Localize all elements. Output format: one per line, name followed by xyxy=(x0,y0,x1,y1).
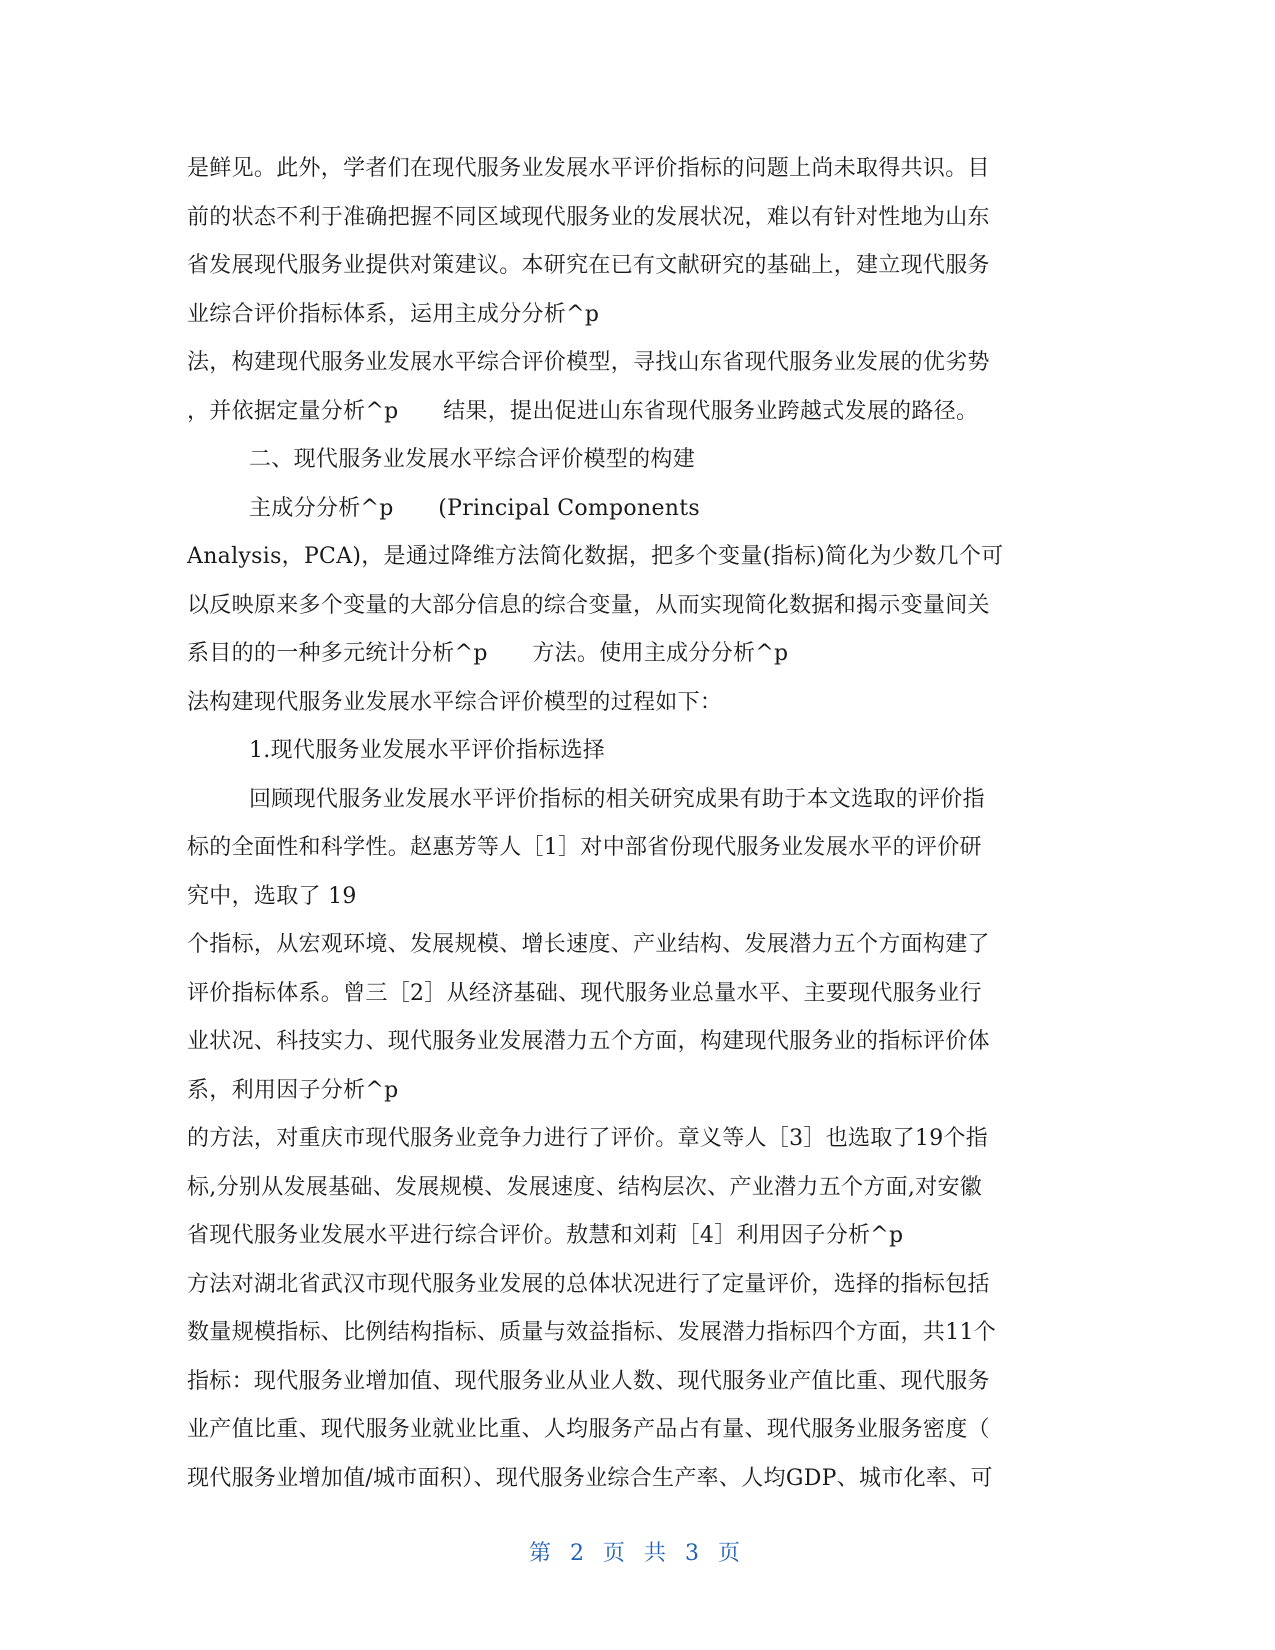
text-line: Analysis，PCA)，是通过降维方法简化数据，把多个变量(指标)简化为少数几个可 xyxy=(187,544,1004,569)
text-line: 标的全面性和科学性。赵惠芳等人［1］对中部省份现代服务业发展水平的评价研 xyxy=(187,835,982,860)
text-line: 回顾现代服务业发展水平评价指标的相关研究成果有助于本文选取的评价指 xyxy=(249,786,985,812)
text-line: 现代服务业增加值/城市面积）、现代服务业综合生产率、人均GDP、城市化率、可 xyxy=(187,1465,993,1491)
text-line: 究中，选取了 19 xyxy=(187,883,357,909)
section-heading: 二、现代服务业发展水平综合评价模型的构建 xyxy=(249,447,696,472)
text-line: ，并依据定量分析^p 结果，提出促进山东省现代服务业跨越式发展的路径。 xyxy=(187,398,979,424)
text-line: 省发展现代服务业提供对策建议。本研究在已有文献研究的基础上，建立现代服务 xyxy=(187,253,990,278)
page-number-footer: 第 2 页 共 3 页 xyxy=(529,1541,746,1566)
text-line: 评价指标体系。曾三［2］从经济基础、现代服务业总量水平、主要现代服务业行 xyxy=(187,980,982,1006)
text-line: 指标：现代服务业增加值、现代服务业从业人数、现代服务业产值比重、现代服务 xyxy=(187,1368,990,1394)
text-line: 的方法，对重庆市现代服务业竞争力进行了评价。章义等人［3］也选取了19个指 xyxy=(187,1126,989,1151)
text-line: 标,分别从发展基础、发展规模、发展速度、结构层次、产业潜力五个方面,对安徽 xyxy=(187,1174,983,1200)
text-line: 主成分分析^p (Principal Components xyxy=(249,495,700,521)
text-line: 数量规模指标、比例结构指标、质量与效益指标、发展潜力指标四个方面，共11个 xyxy=(187,1320,997,1345)
text-line: 法，构建现代服务业发展水平综合评价模型，寻找山东省现代服务业发展的优劣势 xyxy=(187,350,990,375)
text-line: 法构建现代服务业发展水平综合评价模型的过程如下： xyxy=(187,689,723,715)
text-line: 业产值比重、现代服务业就业比重、人均服务产品占有量、现代服务业服务密度（ xyxy=(187,1417,990,1442)
text-line: 是鲜见。此外，学者们在现代服务业发展水平评价指标的问题上尚未取得共识。目 xyxy=(187,156,990,181)
text-line: 业综合评价指标体系，运用主成分分析^p xyxy=(187,301,600,327)
text-line: 方法对湖北省武汉市现代服务业发展的总体状况进行了定量评价，选择的指标包括 xyxy=(187,1271,990,1297)
text-line: 个指标，从宏观环境、发展规模、增长速度、产业结构、发展潜力五个方面构建了 xyxy=(187,932,990,957)
text-line: 省现代服务业发展水平进行综合评价。敖慧和刘莉［4］利用因子分析^p xyxy=(187,1223,904,1248)
body-text xyxy=(187,145,1087,1503)
text-line: 系，利用因子分析^p xyxy=(187,1077,399,1103)
text-line: 前的状态不利于准确把握不同区域现代服务业的发展状况，难以有针对性地为山东 xyxy=(187,204,990,230)
text-line: 系目的的一种多元统计分析^p 方法。使用主成分分析^p xyxy=(187,641,789,666)
text-line: 以反映原来多个变量的大部分信息的综合变量，从而实现简化数据和揭示变量间关 xyxy=(187,592,990,618)
subsection-heading: 1.现代服务业发展水平评价指标选择 xyxy=(249,738,606,763)
text-line: 业状况、科技实力、现代服务业发展潜力五个方面，构建现代服务业的指标评价体 xyxy=(187,1029,990,1054)
